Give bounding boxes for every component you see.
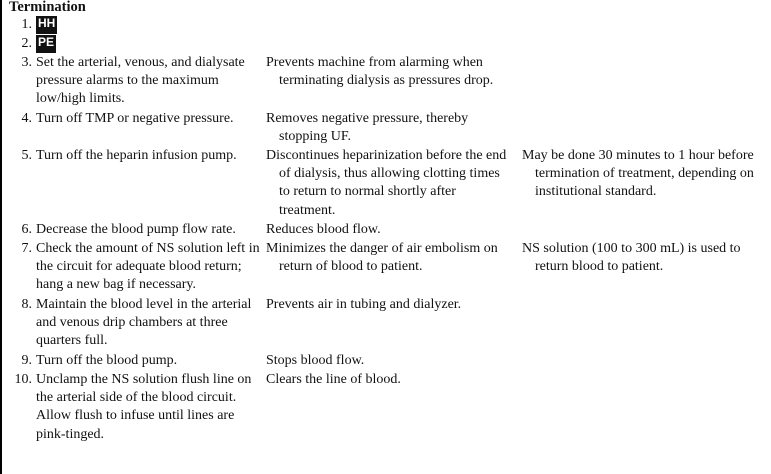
step-number: 9. xyxy=(21,353,32,368)
ppe-icon: PE xyxy=(36,35,56,53)
step-note: May be done 30 minutes to 1 hour before termination of treatment, depending on institutional standard. xyxy=(522,148,754,200)
step-row xyxy=(0,54,771,109)
step-row xyxy=(0,16,771,34)
step-row xyxy=(0,371,771,444)
step-rationale: Removes negative pressure, thereby stopping UF. xyxy=(266,111,469,145)
step-number: 1. xyxy=(21,17,32,32)
step-row xyxy=(0,147,771,220)
step-number: 4. xyxy=(21,111,32,126)
step-row xyxy=(0,352,771,370)
step-action: Decrease the blood pump flow rate. xyxy=(36,222,236,237)
step-number: 10. xyxy=(14,372,32,387)
step-number: 5. xyxy=(21,148,32,163)
step-action: Check the amount of NS solution left in the circuit for adequate blood return; hang a new bag if necessary. xyxy=(36,241,260,293)
step-row xyxy=(0,110,771,146)
step-row xyxy=(0,35,771,53)
step-rationale: Prevents air in tubing and dialyzer. xyxy=(266,297,462,312)
procedure-steps xyxy=(0,16,771,445)
step-rationale: Discontinues heparinization before the end of dialysis, thus allowing clotting times to return to normal shortly after treatment. xyxy=(266,148,507,218)
step-action: Maintain the blood level in the arterial and venous drip chambers at three quarters full. xyxy=(36,297,252,349)
step-note: NS solution (100 to 300 mL) is used to return blood to patient. xyxy=(522,241,741,275)
step-number: 6. xyxy=(21,222,32,237)
step-number: 8. xyxy=(21,297,32,312)
step-number: 3. xyxy=(21,55,32,70)
step-row xyxy=(0,221,771,239)
step-row xyxy=(0,240,771,295)
step-rationale: Minimizes the danger of air embolism on return of blood to patient. xyxy=(266,241,498,275)
step-action: Set the arterial, venous, and dialysate pressure alarms to the maximum low/high limits. xyxy=(36,55,245,107)
step-rationale: Clears the line of blood. xyxy=(266,372,401,387)
step-number: 7. xyxy=(21,241,32,256)
step-number: 2. xyxy=(21,36,32,51)
step-rationale: Reduces blood flow. xyxy=(266,222,381,237)
step-action: Unclamp the NS solution flush line on the arterial side of the blood circuit. Allow flush to infuse until lines are pink-tinged. xyxy=(36,372,252,442)
step-row xyxy=(0,296,771,351)
step-rationale: Prevents machine from alarming when terminating dialysis as pressures drop. xyxy=(266,55,494,89)
step-rationale: Stops blood flow. xyxy=(266,353,365,368)
hand-hygiene-icon: HH xyxy=(36,16,57,34)
step-action: Turn off the blood pump. xyxy=(36,353,178,368)
step-action: Turn off the heparin infusion pump. xyxy=(36,148,237,163)
step-action: Turn off TMP or negative pressure. xyxy=(36,111,234,126)
section-title: Termination xyxy=(9,0,86,15)
